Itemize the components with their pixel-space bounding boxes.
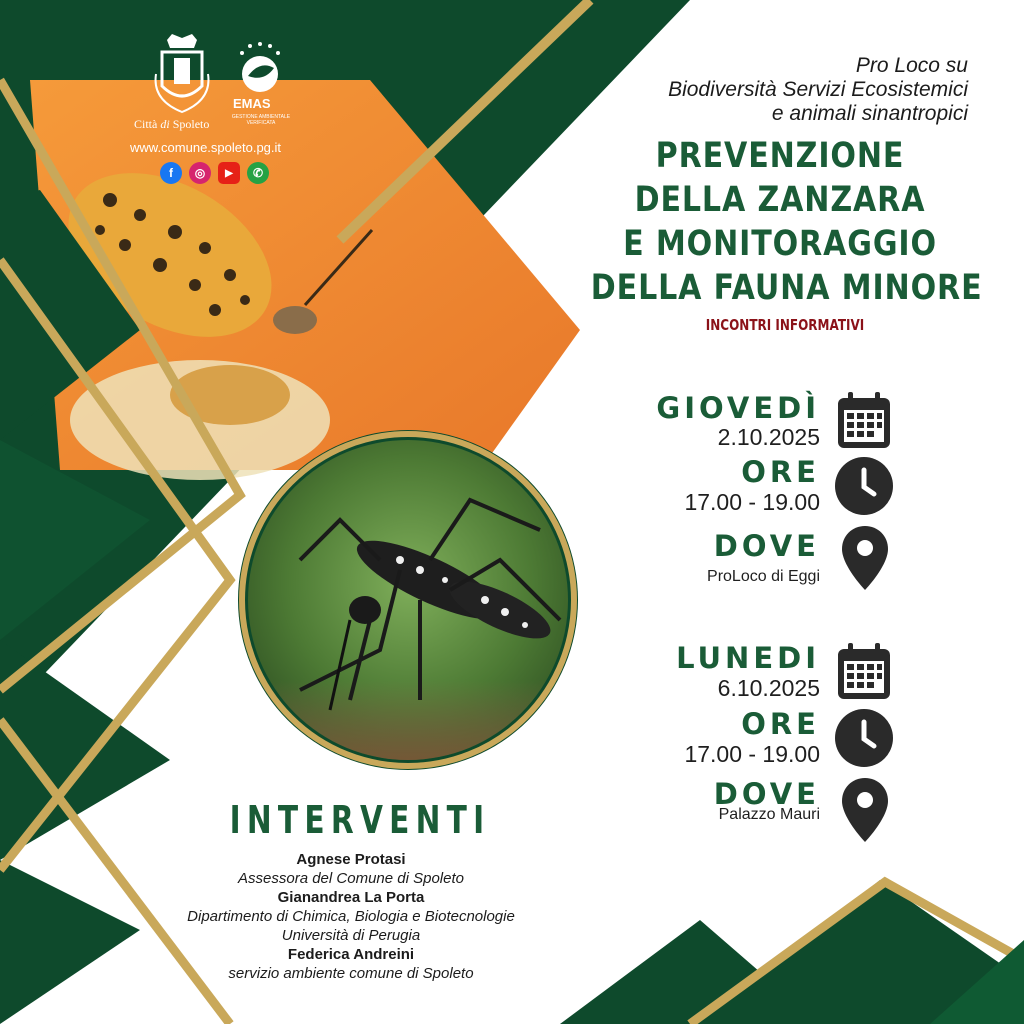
tagline: INCONTRI INFORMATIVI [705, 316, 865, 334]
whatsapp-icon[interactable]: ✆ [247, 162, 269, 184]
title-line: DELLA FAUNA MINORE [590, 268, 983, 308]
instagram-icon[interactable]: ◎ [189, 162, 211, 184]
event-2-ore-label: ORE [741, 707, 820, 741]
title-line: PREVENZIONE [655, 136, 905, 176]
calendar-icon [836, 392, 892, 450]
event-1-day: GIOVEDÌ [656, 391, 820, 425]
clock-icon [834, 708, 894, 768]
event-2-day: LUNEDI [676, 641, 820, 675]
event-1-dove-label: DOVE [713, 529, 820, 563]
event-2-time: 17.00 - 19.00 [684, 741, 820, 767]
location-pin-icon [840, 524, 890, 592]
speaker-name: Agnese Protasi [296, 851, 406, 868]
city-crest-icon [152, 34, 212, 116]
social-icons [160, 162, 269, 184]
youtube-icon[interactable]: ▶ [218, 162, 240, 184]
emas-logo-icon [230, 38, 290, 96]
clock-icon [834, 456, 894, 516]
page-title [590, 134, 983, 310]
subtitle-line: Pro Loco su [855, 54, 968, 77]
emas-label: EMAS [233, 96, 271, 111]
event-1-ore-label: ORE [741, 455, 820, 489]
calendar-icon [836, 643, 892, 701]
speakers-list [120, 850, 582, 983]
event-1-time: 17.00 - 19.00 [684, 489, 820, 515]
website-link[interactable]: www.comune.spoleto.pg.it [130, 140, 282, 155]
title-line: DELLA ZANZARA [634, 180, 926, 220]
header-logos [130, 34, 310, 234]
facebook-icon[interactable]: f [160, 162, 182, 184]
emas-subtitle: GESTIONE AMBIENTALE VERIFICATA [231, 114, 291, 126]
location-pin-icon [840, 776, 890, 844]
event-2-date: 6.10.2025 [717, 675, 820, 701]
subtitle-line: Biodiversità Servizi Ecosistemici [668, 78, 968, 101]
event-1-place: ProLoco di Eggi [707, 568, 820, 585]
city-name: Città di Spoleto [134, 117, 210, 131]
speaker-name: Gianandrea La Porta [277, 889, 425, 906]
interventi-heading: INTERVENTI [229, 798, 491, 842]
speaker-role: Università di Perugia [281, 927, 421, 944]
speaker-role: servizio ambiente comune di Spoleto [228, 965, 474, 982]
event-2-dove-label: DOVE [713, 777, 820, 811]
subtitle-line: e animali sinantropici [771, 102, 968, 125]
speaker-role: Dipartimento di Chimica, Biologia e Biotecnologie [187, 908, 515, 925]
event-1-date: 2.10.2025 [717, 424, 820, 450]
speaker-role: Assessora del Comune di Spoleto [238, 870, 464, 887]
event-2-place: Palazzo Mauri [718, 806, 820, 823]
title-line: E MONITORAGGIO [623, 224, 937, 264]
speaker-name: Federica Andreini [287, 946, 415, 963]
subtitle [548, 54, 968, 126]
